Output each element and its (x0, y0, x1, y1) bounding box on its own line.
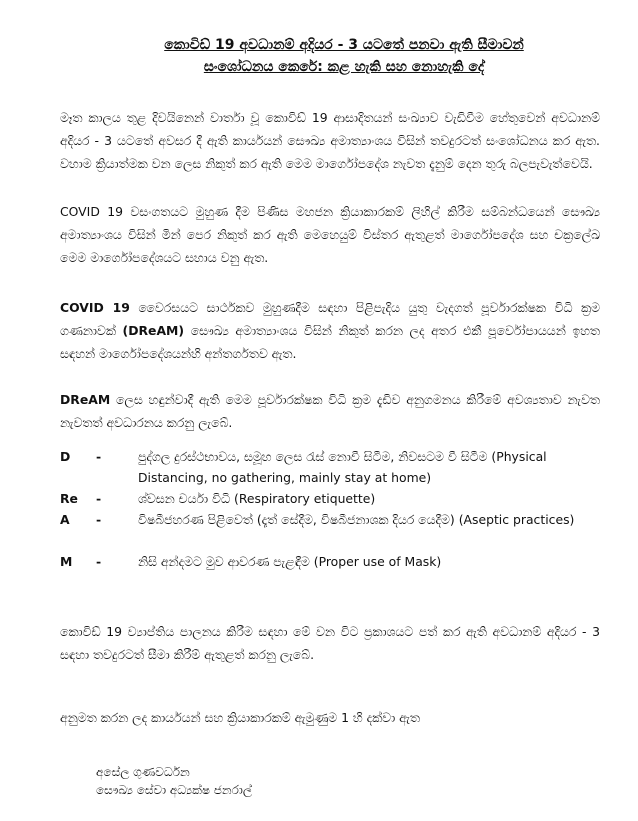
covid-label: COVID 19 (60, 300, 130, 315)
dream-dash: - (96, 512, 102, 527)
paragraph-restrictions: කොවිඩ් 19 ව්‍යාප්තිය පාලනය කිරීම සඳහා මේ වන විට ප්‍රකාශයට පත් කර ඇති අවධානම් අදියර - 3 සඳහා තවදුරටත් සීමා කිරීම් ඇතුළත් කරනු ලැබේ. (60, 624, 600, 662)
dream-item-m (60, 551, 610, 572)
paragraph-intro: මෑත කාලය තුළ දිවයිනෙන් වාර්තා වූ කොවිඩ් 19 ආසාදිතයන් සංඛ්‍යාව වැඩිවීම හේතුවෙන් අවධානම් අදියර - 3 යටතේ අවසර දී ඇති කාර්යයන් සෞඛ්‍ය අමාත්‍යාංශය විසින් තවදුරටත් සංශෝධනය කර ඇත. වහාම ක්‍රියාත්මක වන ලෙස නිකුත් කර ඇති මෙම මාර්ගෝපදේශ නැවත දැනුම් දෙන තුරු බලපැවැත්වෙයි. (60, 110, 600, 171)
dream-letter: M (60, 554, 73, 569)
dream-item-d (60, 446, 610, 488)
document-title-line-1: කොවිඩ් 19 අවධානම් අදියර - 3 යටතේ පනවා ඇති සීමාවන් (164, 37, 524, 53)
dream-description: නිසි අන්දමට මුව ආවරණ පැළඳීම (Proper use of Mask) (138, 554, 442, 569)
paragraph-dream-emphasis: DReAM ලෙස හඳුන්වාදී ඇති මෙම පූර්වාරක්ෂක විධි ක්‍රම දැඩිව අනුගමනය කිරීමේ අවශ්‍යතාව නැවත නැවතත් අවධාරනය කරනු ලැබේ. (60, 392, 600, 430)
dream-acronym: (DReAM) (122, 323, 185, 338)
dream-letter: Re (60, 491, 78, 506)
dream-label: DReAM (60, 392, 111, 407)
dream-description: පුද්ගල දුරස්ථභාවය, සමූහ ලෙස රැස් නොවී සිටීම, නිවසටම වී සිටීම (Physical Distancing, no gathering, mainly stay at home) (138, 449, 547, 485)
dream-list (60, 446, 610, 572)
signatory-position: සෞඛ්‍ය සේවා අධ්‍යක්ෂ ජනරාල් (96, 783, 253, 797)
dream-dash: - (96, 491, 102, 506)
dream-letter: D (60, 449, 71, 464)
dream-item-a (60, 509, 610, 551)
signatory-name: අසේල ගුණවර්ධන (96, 765, 190, 779)
dream-item-re (60, 488, 610, 509)
dream-description: විෂබීජහරණ පිළිවෙත් (දෑත් සේදීම, විෂබීජනාශක දියර යෙදීම) (Aseptic practices) (138, 512, 575, 527)
paragraph-guidelines: COVID 19 වසංගතයට මුහුණ දීම පිණිස මහජන ක්‍රියාකාරකම් ලිහිල් කිරීම සම්බන්ධයෙන් සෞඛ්‍ය අමාත්‍යාංශය විසින් මින් පෙර නිකුත් කර ඇති මෙහෙයුම් විස්තර ඇතුළත් මාර්ගෝපදේශ සහ චක්‍රලේඛ මෙම මාර්ගෝපදේශයට සහාය වනු ඇත. (60, 204, 600, 265)
dream-letter: A (60, 512, 70, 527)
dream-dash: - (96, 554, 102, 569)
paragraph-annex-note: අනුමත කරන ලද කාර්යයන් සහ ක්‍රියාකාරකම් ඇමුණුම 1 හි දක්වා ඇත (60, 710, 420, 725)
document-title-line-2: සංශෝධනය කෙරේ: කළ හැකි සහ නොහැකි දේ (203, 59, 485, 75)
dream-dash: - (96, 449, 102, 464)
dream-description: ශ්වසන චර්යා විධි (Respiratory etiquette) (138, 491, 376, 506)
paragraph-covid-precautions: COVID 19 වෛරසයට සාර්ථකව මුහුණදීම සඳහා පිළිපැදිය යුතු වැදගත් පූර්වාරක්ෂක විධි ක්‍රම ගණනාවක් (DReAM) සෞඛ්‍ය අමාත්‍යාංශය විසින් නිකුත් කරන ලද අතර එකී පූර්වෝපායයන් ඉහත සඳහන් මාර්ගෝපදේශයන්හි අන්තර්ගතව ඇත. (60, 300, 600, 361)
